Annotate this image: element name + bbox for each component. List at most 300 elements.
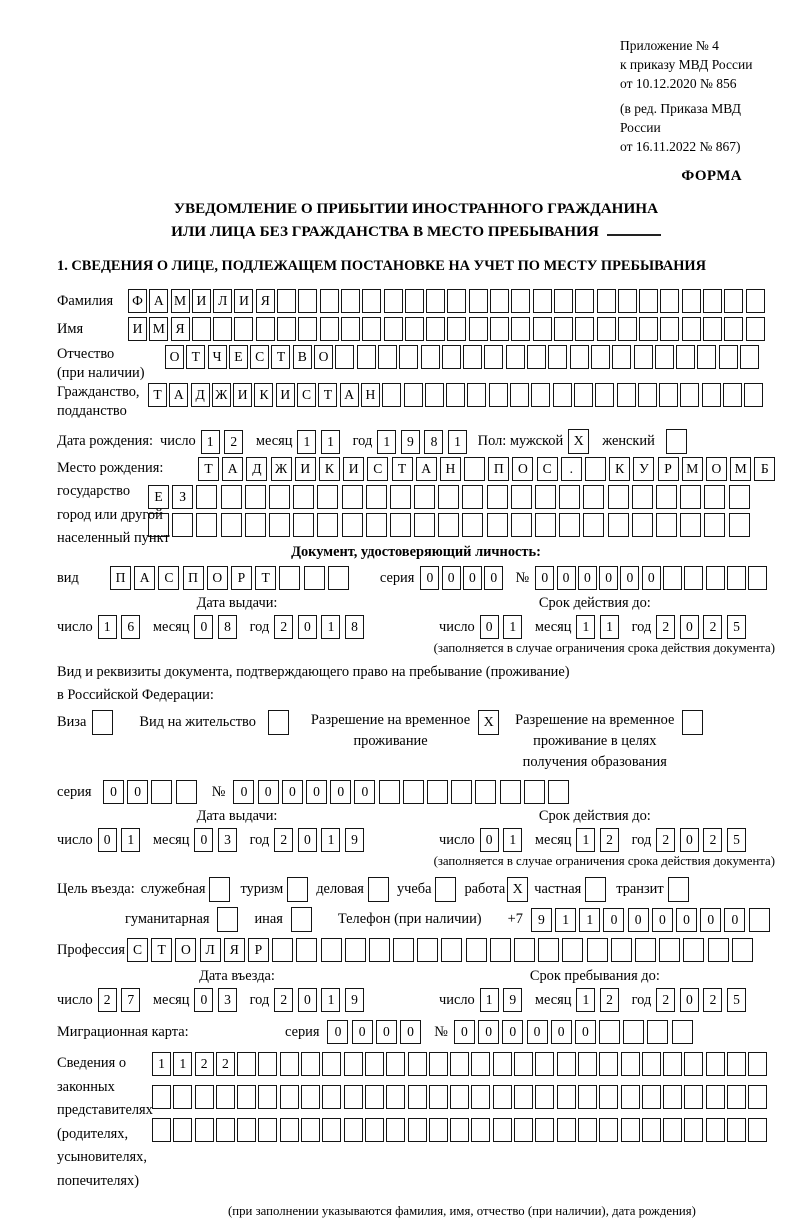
- char-cell: [533, 317, 552, 341]
- char-cell: [621, 1085, 640, 1109]
- char-cell: [382, 383, 401, 407]
- phone-label: Телефон (при наличии): [337, 911, 482, 927]
- char-cell: [450, 1052, 469, 1076]
- purpose-tourism-label: туризм: [240, 881, 284, 897]
- staydoc-issued-month-cells: [194, 828, 241, 852]
- char-cell: 0: [652, 908, 673, 932]
- char-cell: [195, 1085, 214, 1109]
- char-cell: 0: [724, 908, 745, 932]
- char-cell: [466, 938, 487, 962]
- iddoc-row: [57, 566, 775, 590]
- char-cell: В: [293, 345, 312, 369]
- residence-permit-checkbox: [268, 710, 289, 735]
- char-cell: [660, 317, 679, 341]
- char-cell: [269, 485, 290, 509]
- char-cell: 0: [376, 1020, 397, 1044]
- char-cell: [642, 1118, 661, 1142]
- representatives-note: (при заполнении указываются фамилия, имя, отчество (при наличии), дата рождения): [228, 1204, 696, 1218]
- char-cell: 0: [628, 908, 649, 932]
- char-cell: 0: [680, 988, 699, 1012]
- char-cell: [322, 1118, 341, 1142]
- entry-date-col: [57, 968, 417, 1012]
- char-cell: [493, 1085, 512, 1109]
- char-cell: [298, 289, 317, 313]
- char-cell: [748, 1052, 767, 1076]
- char-cell: И: [343, 457, 364, 481]
- char-cell: Р: [231, 566, 252, 590]
- char-cell: 0: [575, 1020, 596, 1044]
- char-cell: [729, 513, 750, 537]
- char-cell: 0: [327, 1020, 348, 1044]
- annex-block: [620, 36, 775, 156]
- char-cell: Т: [318, 383, 337, 407]
- char-cell: [510, 383, 529, 407]
- char-cell: Т: [392, 457, 413, 481]
- char-cell: [176, 780, 197, 804]
- purpose-official-label: служебная: [140, 881, 206, 897]
- char-cell: [632, 513, 653, 537]
- profession-row: [57, 938, 775, 962]
- form-title: [57, 197, 775, 243]
- char-cell: [597, 317, 616, 341]
- citizenship-label-2: подданство: [57, 403, 127, 419]
- char-cell: 9: [503, 988, 522, 1012]
- char-cell: С: [297, 383, 316, 407]
- char-cell: [724, 289, 743, 313]
- forma-label: ФОРМА: [681, 168, 742, 184]
- staydoc-dates: [57, 808, 775, 852]
- iddoc-issued-heading: Дата выдачи:: [196, 595, 278, 611]
- char-cell: С: [537, 457, 558, 481]
- char-cell: [548, 345, 567, 369]
- char-cell: [511, 317, 530, 341]
- char-cell: 0: [680, 828, 699, 852]
- char-cell: [682, 317, 701, 341]
- char-cell: 0: [620, 566, 639, 590]
- char-cell: [708, 938, 729, 962]
- char-cell: [727, 1085, 746, 1109]
- purpose-other-label: иная: [254, 911, 283, 927]
- char-cell: [659, 938, 680, 962]
- char-cell: [524, 780, 545, 804]
- char-cell: [557, 1085, 576, 1109]
- char-cell: З: [172, 485, 193, 509]
- iddoc-series-label: серия: [379, 570, 415, 586]
- birthdate-day-cells: [201, 430, 248, 454]
- purpose-business-checkbox: [368, 877, 389, 902]
- char-cell: [469, 317, 488, 341]
- birthdate-year-cells: [377, 430, 471, 454]
- char-cell: [438, 485, 459, 509]
- char-cell: [719, 345, 738, 369]
- char-cell: [151, 780, 172, 804]
- char-cell: [152, 1118, 171, 1142]
- char-cell: 0: [194, 988, 213, 1012]
- char-cell: Я: [224, 938, 245, 962]
- char-cell: [535, 513, 556, 537]
- char-cell: 5: [727, 615, 746, 639]
- iddoc-heading: Документ, удостоверяющий личность:: [291, 544, 541, 560]
- char-cell: [574, 383, 593, 407]
- iddoc-valid-col: [439, 595, 751, 639]
- char-cell: [727, 566, 746, 590]
- char-cell: [442, 345, 461, 369]
- char-cell: 1: [121, 828, 140, 852]
- char-cell: [301, 1085, 320, 1109]
- char-cell: Н: [440, 457, 461, 481]
- char-cell: [748, 1085, 767, 1109]
- purpose-transit-label: транзит: [616, 881, 664, 897]
- char-cell: [404, 383, 423, 407]
- char-cell: [425, 383, 444, 407]
- sex-male-checkbox: X: [568, 429, 589, 454]
- char-cell: [272, 938, 293, 962]
- char-cell: [585, 457, 606, 481]
- migcard-series-label: серия: [285, 1024, 320, 1040]
- char-cell: [684, 1085, 703, 1109]
- char-cell: [384, 289, 403, 313]
- char-cell: [366, 513, 387, 537]
- char-cell: 0: [557, 566, 576, 590]
- char-cell: 9: [345, 988, 364, 1012]
- patronymic-label: Отчество (при наличии): [57, 345, 165, 383]
- char-cell: 2: [195, 1052, 214, 1076]
- char-cell: 2: [656, 988, 675, 1012]
- char-cell: П: [183, 566, 204, 590]
- phone-cells: [531, 908, 773, 932]
- char-cell: [706, 1085, 725, 1109]
- char-cell: Т: [255, 566, 276, 590]
- char-cell: [591, 345, 610, 369]
- staydoc-number-label: №: [211, 784, 226, 800]
- char-cell: [663, 1085, 682, 1109]
- char-cell: И: [276, 383, 295, 407]
- char-cell: [676, 345, 695, 369]
- sex-label: Пол: мужской: [477, 433, 564, 449]
- char-cell: 2: [703, 828, 722, 852]
- stay-until-month-cells: [576, 988, 623, 1012]
- entry-date: [57, 988, 417, 1012]
- char-cell: [656, 513, 677, 537]
- char-cell: [748, 566, 767, 590]
- staydoc-options-row: [57, 710, 775, 774]
- purpose-work-label: работа: [464, 881, 506, 897]
- char-cell: 1: [321, 988, 340, 1012]
- char-cell: А: [222, 457, 243, 481]
- day-label: число: [57, 991, 93, 1008]
- char-cell: [535, 485, 556, 509]
- char-cell: [464, 457, 485, 481]
- char-cell: [237, 1118, 256, 1142]
- char-cell: [192, 317, 211, 341]
- char-cell: [277, 317, 296, 341]
- char-cell: [611, 938, 632, 962]
- char-cell: Р: [658, 457, 679, 481]
- char-cell: [317, 485, 338, 509]
- char-cell: Б: [754, 457, 775, 481]
- char-cell: [321, 938, 342, 962]
- char-cell: Ф: [128, 289, 147, 313]
- char-cell: [727, 1052, 746, 1076]
- char-cell: 0: [298, 828, 317, 852]
- char-cell: [684, 566, 703, 590]
- citizenship-cells: [148, 383, 766, 407]
- char-cell: Я: [256, 289, 275, 313]
- purpose-official-checkbox: [209, 877, 230, 902]
- char-cell: 2: [274, 828, 293, 852]
- char-cell: [554, 317, 573, 341]
- representatives-label-line-3: представителях: [57, 1102, 153, 1118]
- char-cell: [617, 383, 636, 407]
- char-cell: 0: [463, 566, 482, 590]
- char-cell: А: [169, 383, 188, 407]
- char-cell: 1: [579, 908, 600, 932]
- rvp-edu-label-line-2: проживание в целях: [533, 733, 657, 749]
- char-cell: [384, 317, 403, 341]
- char-cell: 8: [424, 430, 443, 454]
- char-cell: [548, 780, 569, 804]
- rvp-label: [311, 710, 470, 752]
- purpose-humanitarian-checkbox: [217, 907, 238, 932]
- char-cell: [587, 938, 608, 962]
- char-cell: 1: [480, 988, 499, 1012]
- char-cell: [706, 1118, 725, 1142]
- char-cell: [655, 345, 674, 369]
- purpose-row: [57, 877, 775, 902]
- annex-revision-line-1: (в ред. Приказа МВД России: [620, 101, 741, 135]
- char-cell: [659, 383, 678, 407]
- char-cell: О: [207, 566, 228, 590]
- char-cell: [301, 1118, 320, 1142]
- char-cell: [317, 513, 338, 537]
- char-cell: М: [171, 289, 190, 313]
- entry-year-cells: [274, 988, 368, 1012]
- rvp-edu-label-line-3: получения образования: [522, 754, 667, 770]
- char-cell: С: [158, 566, 179, 590]
- char-cell: [269, 513, 290, 537]
- char-cell: [467, 383, 486, 407]
- birthplace-row2-cells: [148, 485, 775, 509]
- char-cell: 8: [218, 615, 237, 639]
- char-cell: [447, 317, 466, 341]
- citizenship-label: Гражданство, подданство: [57, 383, 148, 421]
- representatives-label-line-6: попечителях): [57, 1172, 140, 1189]
- char-cell: [426, 289, 445, 313]
- char-cell: 2: [274, 988, 293, 1012]
- char-cell: С: [127, 938, 148, 962]
- char-cell: 2: [656, 615, 675, 639]
- iddoc-valid-month-cells: [576, 615, 623, 639]
- char-cell: [557, 1118, 576, 1142]
- char-cell: [256, 317, 275, 341]
- char-cell: С: [367, 457, 388, 481]
- char-cell: Ж: [212, 383, 231, 407]
- char-cell: [599, 1052, 618, 1076]
- char-cell: [378, 345, 397, 369]
- char-cell: [511, 513, 532, 537]
- entry-month-cells: [194, 988, 241, 1012]
- representatives-row3-cells: [152, 1118, 770, 1142]
- char-cell: [632, 485, 653, 509]
- representatives-label-line-4: (родителях,: [57, 1125, 129, 1142]
- char-cell: [621, 1052, 640, 1076]
- char-cell: [484, 345, 503, 369]
- char-cell: Я: [171, 317, 190, 341]
- char-cell: 1: [98, 615, 117, 639]
- month-label: месяц: [152, 831, 190, 848]
- char-cell: Ж: [271, 457, 292, 481]
- char-cell: [638, 383, 657, 407]
- char-cell: [583, 485, 604, 509]
- char-cell: [234, 317, 253, 341]
- patronymic-cells: [165, 345, 761, 369]
- representatives-label: [57, 1052, 152, 1193]
- char-cell: [706, 566, 725, 590]
- char-cell: [277, 289, 296, 313]
- char-cell: [408, 1118, 427, 1142]
- char-cell: [635, 938, 656, 962]
- migcard-series-cells: [327, 1020, 424, 1044]
- char-cell: 0: [527, 1020, 548, 1044]
- year-label: год: [631, 618, 652, 635]
- iddoc-valid-date: [439, 615, 751, 639]
- stay-until-heading: Срок пребывания до:: [529, 968, 660, 984]
- char-cell: [680, 513, 701, 537]
- purpose-private-checkbox: [585, 877, 606, 902]
- birthplace-label-2: государство: [57, 483, 131, 500]
- staydoc-intro: [57, 661, 775, 706]
- char-cell: 0: [306, 780, 327, 804]
- char-cell: [296, 938, 317, 962]
- birthplace-row1-cells: [198, 457, 775, 481]
- title-blank-line: [607, 222, 661, 236]
- month-label: месяц: [534, 991, 572, 1008]
- char-cell: 0: [354, 780, 375, 804]
- char-cell: [213, 317, 232, 341]
- char-cell: И: [233, 383, 252, 407]
- char-cell: [639, 289, 658, 313]
- char-cell: [706, 1052, 725, 1076]
- char-cell: [429, 1085, 448, 1109]
- entry-date-heading: Дата въезда:: [199, 968, 275, 984]
- char-cell: 1: [576, 988, 595, 1012]
- char-cell: [365, 1118, 384, 1142]
- char-cell: 1: [576, 615, 595, 639]
- stay-until-col: [439, 968, 751, 1012]
- char-cell: [216, 1085, 235, 1109]
- profession-label: Профессия: [57, 942, 125, 958]
- char-cell: 0: [298, 988, 317, 1012]
- annex-revision-line-2: от 16.11.2022 № 867): [620, 139, 741, 154]
- char-cell: С: [250, 345, 269, 369]
- char-cell: [748, 1118, 767, 1142]
- char-cell: [344, 1085, 363, 1109]
- birthplace-labels: [57, 457, 202, 550]
- char-cell: [595, 383, 614, 407]
- char-cell: 0: [502, 1020, 523, 1044]
- char-cell: [562, 938, 583, 962]
- char-cell: [704, 485, 725, 509]
- iddoc-issued-year-cells: [274, 615, 368, 639]
- char-cell: [535, 1118, 554, 1142]
- char-cell: 1: [321, 615, 340, 639]
- char-cell: [173, 1118, 192, 1142]
- char-cell: [421, 345, 440, 369]
- char-cell: 0: [258, 780, 279, 804]
- day-label: число: [57, 618, 93, 635]
- char-cell: [405, 317, 424, 341]
- char-cell: 0: [400, 1020, 421, 1044]
- char-cell: [462, 513, 483, 537]
- char-cell: [703, 289, 722, 313]
- char-cell: [578, 1118, 597, 1142]
- char-cell: 0: [282, 780, 303, 804]
- char-cell: О: [175, 938, 196, 962]
- char-cell: [386, 1052, 405, 1076]
- char-cell: У: [633, 457, 654, 481]
- char-cell: [463, 345, 482, 369]
- char-cell: Т: [271, 345, 290, 369]
- char-cell: [304, 566, 325, 590]
- staydoc-series-cells: [103, 780, 200, 804]
- rvp-edu-checkbox: [682, 710, 703, 735]
- char-cell: [672, 1020, 693, 1044]
- representatives-block: [57, 1052, 775, 1193]
- char-cell: [446, 383, 465, 407]
- char-cell: 0: [599, 566, 618, 590]
- staydoc-issued-year-cells: [274, 828, 368, 852]
- purpose-study-label: учеба: [396, 881, 432, 897]
- month-label: месяц: [534, 618, 572, 635]
- purpose-row-2: [125, 907, 775, 932]
- char-cell: [245, 485, 266, 509]
- char-cell: [216, 1118, 235, 1142]
- char-cell: [702, 383, 721, 407]
- char-cell: [280, 1085, 299, 1109]
- staydoc-issued-day-cells: [98, 828, 145, 852]
- char-cell: К: [254, 383, 273, 407]
- staydoc-valid-col: [439, 808, 751, 852]
- phone-prefix: +7: [507, 911, 523, 927]
- char-cell: [258, 1052, 277, 1076]
- purpose-work-checkbox: X: [507, 877, 528, 902]
- char-cell: [732, 938, 753, 962]
- year-label: год: [631, 991, 652, 1008]
- surname-row: [57, 289, 775, 313]
- char-cell: [489, 383, 508, 407]
- char-cell: [559, 485, 580, 509]
- birthplace-row3-cells: [148, 513, 775, 537]
- migcard-number-cells: [454, 1020, 696, 1044]
- iddoc-note: (заполняется в случае ограничения срока действия документа): [433, 641, 775, 655]
- char-cell: [684, 1118, 703, 1142]
- char-cell: [344, 1052, 363, 1076]
- char-cell: 2: [656, 828, 675, 852]
- char-cell: М: [149, 317, 168, 341]
- rvp-edu-label: [515, 710, 674, 773]
- char-cell: 1: [321, 828, 340, 852]
- rvp-label-line-1: Разрешение на временное: [310, 712, 471, 728]
- staydoc-series-label: серия: [57, 784, 92, 800]
- year-label: год: [249, 991, 270, 1008]
- char-cell: О: [512, 457, 533, 481]
- char-cell: [490, 289, 509, 313]
- char-cell: [500, 780, 521, 804]
- char-cell: 0: [700, 908, 721, 932]
- char-cell: [408, 1052, 427, 1076]
- char-cell: [621, 1118, 640, 1142]
- iddoc-kind-label: вид: [57, 570, 79, 586]
